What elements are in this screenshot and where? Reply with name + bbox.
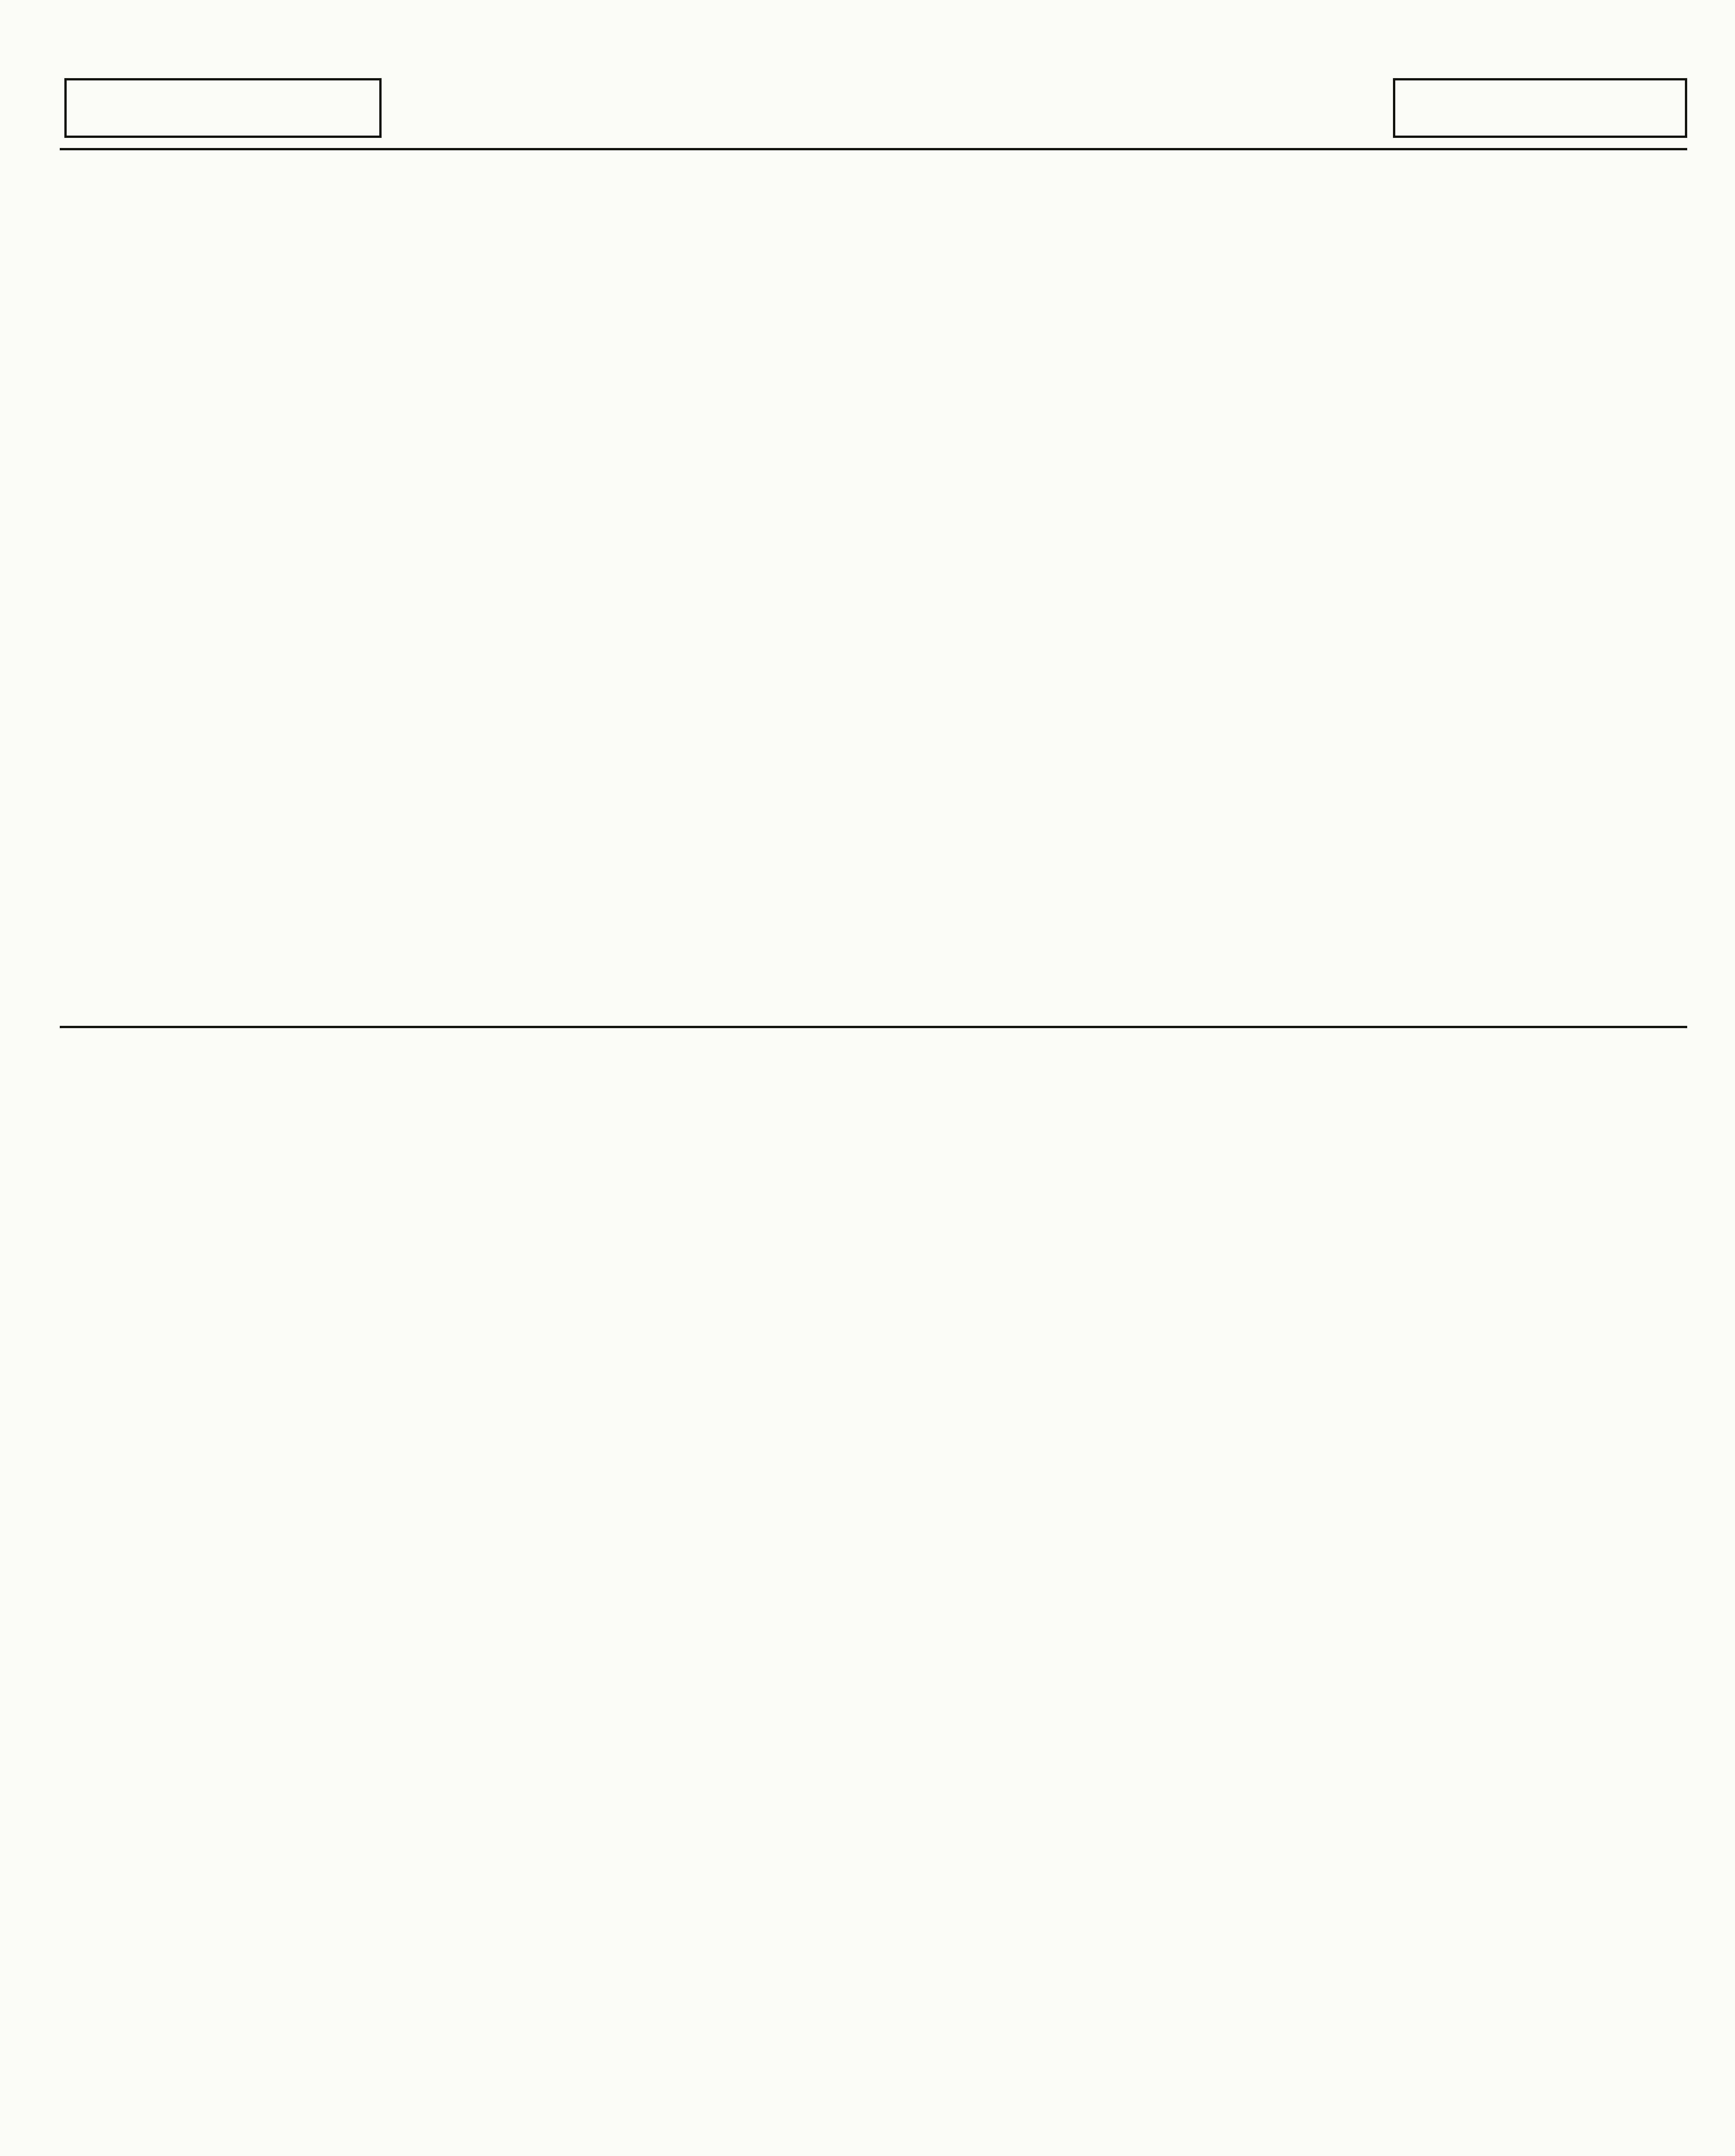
page bbox=[60, 74, 1687, 2068]
header-rule bbox=[60, 148, 1687, 150]
page-footer bbox=[60, 2018, 1687, 2054]
london-news-note bbox=[64, 78, 382, 138]
page-header bbox=[60, 74, 1687, 152]
section-rule bbox=[60, 1026, 1687, 1028]
weather-note bbox=[1393, 78, 1687, 138]
